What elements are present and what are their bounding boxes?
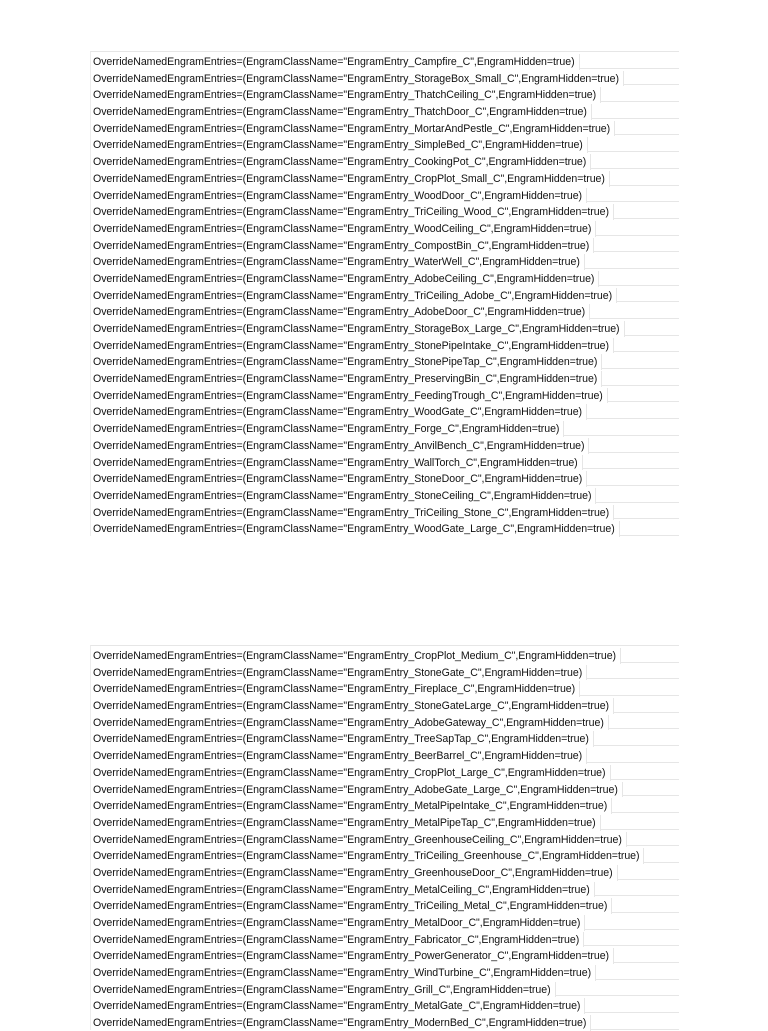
table-cell[interactable]: OverrideNamedEngramEntries=(EngramClassName="EngramEntry_AdobeGate_Large_C",EngramHidden=true)	[91, 782, 623, 798]
table-row	[91, 930, 679, 947]
table-row	[91, 85, 679, 102]
table-cell[interactable]: OverrideNamedEngramEntries=(EngramClassName="EngramEntry_CompostBin_C",EngramHidden=true)	[91, 238, 594, 254]
table-cell[interactable]: OverrideNamedEngramEntries=(EngramClassName="EngramEntry_TreeSapTap_C",EngramHidden=true)	[91, 731, 594, 747]
table-cell[interactable]: OverrideNamedEngramEntries=(EngramClassName="EngramEntry_SimpleBed_C",EngramHidden=true)	[91, 137, 588, 153]
table-cell[interactable]: OverrideNamedEngramEntries=(EngramClassName="EngramEntry_AdobeCeiling_C",EngramHidden=true)	[91, 271, 599, 287]
table-cell[interactable]: OverrideNamedEngramEntries=(EngramClassName="EngramEntry_StoneGateLarge_C",EngramHidden=true)	[91, 698, 614, 714]
table-cell[interactable]: OverrideNamedEngramEntries=(EngramClassName="EngramEntry_TriCeiling_Greenhouse_C",EngramHidden=true)	[91, 848, 644, 864]
table-row	[91, 503, 679, 520]
table-row	[91, 402, 679, 419]
table-cell[interactable]: OverrideNamedEngramEntries=(EngramClassName="EngramEntry_TriCeiling_Adobe_C",EngramHidden=true)	[91, 288, 617, 304]
table-row	[91, 663, 679, 680]
table-row	[91, 713, 679, 730]
table-cell[interactable]: OverrideNamedEngramEntries=(EngramClassName="EngramEntry_AnvilBench_C",EngramHidden=true)	[91, 438, 589, 454]
table-row	[91, 646, 679, 663]
table-row	[91, 269, 679, 286]
table-row	[91, 780, 679, 797]
table-cell[interactable]: OverrideNamedEngramEntries=(EngramClassName="EngramEntry_PowerGenerator_C",EngramHidden=true)	[91, 948, 614, 964]
table-row	[91, 519, 679, 536]
table-cell[interactable]: OverrideNamedEngramEntries=(EngramClassName="EngramEntry_MetalCeiling_C",EngramHidden=true)	[91, 882, 595, 898]
table-cell[interactable]: OverrideNamedEngramEntries=(EngramClassName="EngramEntry_GreenhouseCeiling_C",EngramHidden=true)	[91, 832, 627, 848]
table-cell[interactable]: OverrideNamedEngramEntries=(EngramClassName="EngramEntry_StonePipeIntake_C",EngramHidden=true)	[91, 338, 614, 354]
table-cell[interactable]: OverrideNamedEngramEntries=(EngramClassName="EngramEntry_PreservingBin_C",EngramHidden=true)	[91, 371, 602, 387]
table-cell[interactable]: OverrideNamedEngramEntries=(EngramClassName="EngramEntry_Forge_C",EngramHidden=true)	[91, 421, 564, 437]
table-cell[interactable]: OverrideNamedEngramEntries=(EngramClassName="EngramEntry_MetalDoor_C",EngramHidden=true)	[91, 915, 585, 931]
table-row	[91, 813, 679, 830]
table-cell[interactable]: OverrideNamedEngramEntries=(EngramClassName="EngramEntry_CropPlot_Large_C",EngramHidden=true)	[91, 765, 611, 781]
table-row	[91, 846, 679, 863]
table-cell[interactable]: OverrideNamedEngramEntries=(EngramClassName="EngramEntry_MetalGate_C",EngramHidden=true)	[91, 998, 585, 1014]
table-row	[91, 469, 679, 486]
table-cell[interactable]: OverrideNamedEngramEntries=(EngramClassName="EngramEntry_MetalPipeIntake_C",EngramHidden=true)	[91, 798, 612, 814]
table-row	[91, 913, 679, 930]
table-row	[91, 336, 679, 353]
spreadsheet-block-lower	[90, 645, 679, 1030]
table-row	[91, 996, 679, 1013]
table-row	[91, 69, 679, 86]
table-cell[interactable]: OverrideNamedEngramEntries=(EngramClassName="EngramEntry_StoneGate_C",EngramHidden=true)	[91, 665, 587, 681]
table-cell[interactable]: OverrideNamedEngramEntries=(EngramClassName="EngramEntry_Fabricator_C",EngramHidden=true)	[91, 932, 584, 948]
table-row	[91, 119, 679, 136]
table-row	[91, 352, 679, 369]
table-row	[91, 863, 679, 880]
table-row	[91, 696, 679, 713]
table-cell[interactable]: OverrideNamedEngramEntries=(EngramClassName="EngramEntry_StoneDoor_C",EngramHidden=true)	[91, 471, 587, 487]
table-row	[91, 302, 679, 319]
table-row	[91, 679, 679, 696]
table-cell[interactable]: OverrideNamedEngramEntries=(EngramClassName="EngramEntry_StoneCeiling_C",EngramHidden=true)	[91, 488, 596, 504]
table-row	[91, 729, 679, 746]
table-cell[interactable]: OverrideNamedEngramEntries=(EngramClassName="EngramEntry_WoodDoor_C",EngramHidden=true)	[91, 188, 587, 204]
table-row	[91, 453, 679, 470]
table-row	[91, 52, 679, 69]
table-row	[91, 386, 679, 403]
table-row	[91, 169, 679, 186]
table-row	[91, 946, 679, 963]
table-row	[91, 980, 679, 997]
table-cell[interactable]: OverrideNamedEngramEntries=(EngramClassName="EngramEntry_ModernBed_C",EngramHidden=true)	[91, 1015, 591, 1031]
table-cell[interactable]: OverrideNamedEngramEntries=(EngramClassName="EngramEntry_MortarAndPestle_C",EngramHidden=true)	[91, 121, 615, 137]
table-cell[interactable]: OverrideNamedEngramEntries=(EngramClassName="EngramEntry_AdobeDoor_C",EngramHidden=true)	[91, 304, 590, 320]
table-cell[interactable]: OverrideNamedEngramEntries=(EngramClassName="EngramEntry_WaterWell_C",EngramHidden=true)	[91, 254, 585, 270]
table-cell[interactable]: OverrideNamedEngramEntries=(EngramClassName="EngramEntry_WoodGate_C",EngramHidden=true)	[91, 404, 587, 420]
table-row	[91, 152, 679, 169]
table-row	[91, 830, 679, 847]
table-row	[91, 202, 679, 219]
table-cell[interactable]: OverrideNamedEngramEntries=(EngramClassName="EngramEntry_WoodCeiling_C",EngramHidden=true)	[91, 221, 596, 237]
table-row	[91, 135, 679, 152]
table-row	[91, 1013, 679, 1030]
table-cell[interactable]: OverrideNamedEngramEntries=(EngramClassName="EngramEntry_ThatchDoor_C",EngramHidden=true)	[91, 104, 592, 120]
table-cell[interactable]: OverrideNamedEngramEntries=(EngramClassName="EngramEntry_StorageBox_Small_C",EngramHidden=true)	[91, 71, 624, 87]
table-row	[91, 286, 679, 303]
table-cell[interactable]: OverrideNamedEngramEntries=(EngramClassName="EngramEntry_StonePipeTap_C",EngramHidden=true)	[91, 354, 602, 370]
table-cell[interactable]: OverrideNamedEngramEntries=(EngramClassName="EngramEntry_CookingPot_C",EngramHidden=true)	[91, 154, 591, 170]
table-cell[interactable]: OverrideNamedEngramEntries=(EngramClassName="EngramEntry_TriCeiling_Metal_C",EngramHidden=true)	[91, 898, 612, 914]
table-row	[91, 236, 679, 253]
table-cell[interactable]: OverrideNamedEngramEntries=(EngramClassName="EngramEntry_WindTurbine_C",EngramHidden=true)	[91, 965, 596, 981]
table-row	[91, 486, 679, 503]
table-cell[interactable]: OverrideNamedEngramEntries=(EngramClassName="EngramEntry_Campfire_C",EngramHidden=true)	[91, 54, 580, 70]
table-cell[interactable]: OverrideNamedEngramEntries=(EngramClassName="EngramEntry_GreenhouseDoor_C",EngramHidden=true)	[91, 865, 618, 881]
table-row	[91, 219, 679, 236]
table-cell[interactable]: OverrideNamedEngramEntries=(EngramClassName="EngramEntry_MetalPipeTap_C",EngramHidden=true)	[91, 815, 601, 831]
table-row	[91, 763, 679, 780]
table-cell[interactable]: OverrideNamedEngramEntries=(EngramClassName="EngramEntry_StorageBox_Large_C",EngramHidden=true)	[91, 321, 625, 337]
table-cell[interactable]: OverrideNamedEngramEntries=(EngramClassName="EngramEntry_WallTorch_C",EngramHidden=true)	[91, 455, 583, 471]
table-row	[91, 186, 679, 203]
table-row	[91, 963, 679, 980]
table-row	[91, 796, 679, 813]
table-row	[91, 880, 679, 897]
table-cell[interactable]: OverrideNamedEngramEntries=(EngramClassName="EngramEntry_ThatchCeiling_C",EngramHidden=true)	[91, 87, 601, 103]
table-cell[interactable]: OverrideNamedEngramEntries=(EngramClassName="EngramEntry_AdobeGateway_C",EngramHidden=true)	[91, 715, 609, 731]
table-cell[interactable]: OverrideNamedEngramEntries=(EngramClassName="EngramEntry_FeedingTrough_C",EngramHidden=true)	[91, 388, 608, 404]
table-cell[interactable]: OverrideNamedEngramEntries=(EngramClassName="EngramEntry_BeerBarrel_C",EngramHidden=true)	[91, 748, 587, 764]
table-row	[91, 896, 679, 913]
table-row	[91, 102, 679, 119]
table-cell[interactable]: OverrideNamedEngramEntries=(EngramClassName="EngramEntry_CropPlot_Medium_C",EngramHidden=true)	[91, 648, 621, 664]
table-cell[interactable]: OverrideNamedEngramEntries=(EngramClassName="EngramEntry_TriCeiling_Wood_C",EngramHidden=true)	[91, 204, 614, 220]
table-cell[interactable]: OverrideNamedEngramEntries=(EngramClassName="EngramEntry_WoodGate_Large_C",EngramHidden=true)	[91, 521, 620, 537]
table-cell[interactable]: OverrideNamedEngramEntries=(EngramClassName="EngramEntry_Grill_C",EngramHidden=true)	[91, 982, 556, 998]
table-row	[91, 419, 679, 436]
table-row	[91, 319, 679, 336]
table-cell[interactable]: OverrideNamedEngramEntries=(EngramClassName="EngramEntry_TriCeiling_Stone_C",EngramHidden=true)	[91, 505, 614, 521]
table-row	[91, 436, 679, 453]
spreadsheet-block-upper	[90, 51, 679, 536]
table-cell[interactable]: OverrideNamedEngramEntries=(EngramClassName="EngramEntry_CropPlot_Small_C",EngramHidden=true)	[91, 171, 610, 187]
table-cell[interactable]: OverrideNamedEngramEntries=(EngramClassName="EngramEntry_Fireplace_C",EngramHidden=true)	[91, 681, 580, 697]
table-row	[91, 369, 679, 386]
table-row	[91, 746, 679, 763]
table-row	[91, 252, 679, 269]
